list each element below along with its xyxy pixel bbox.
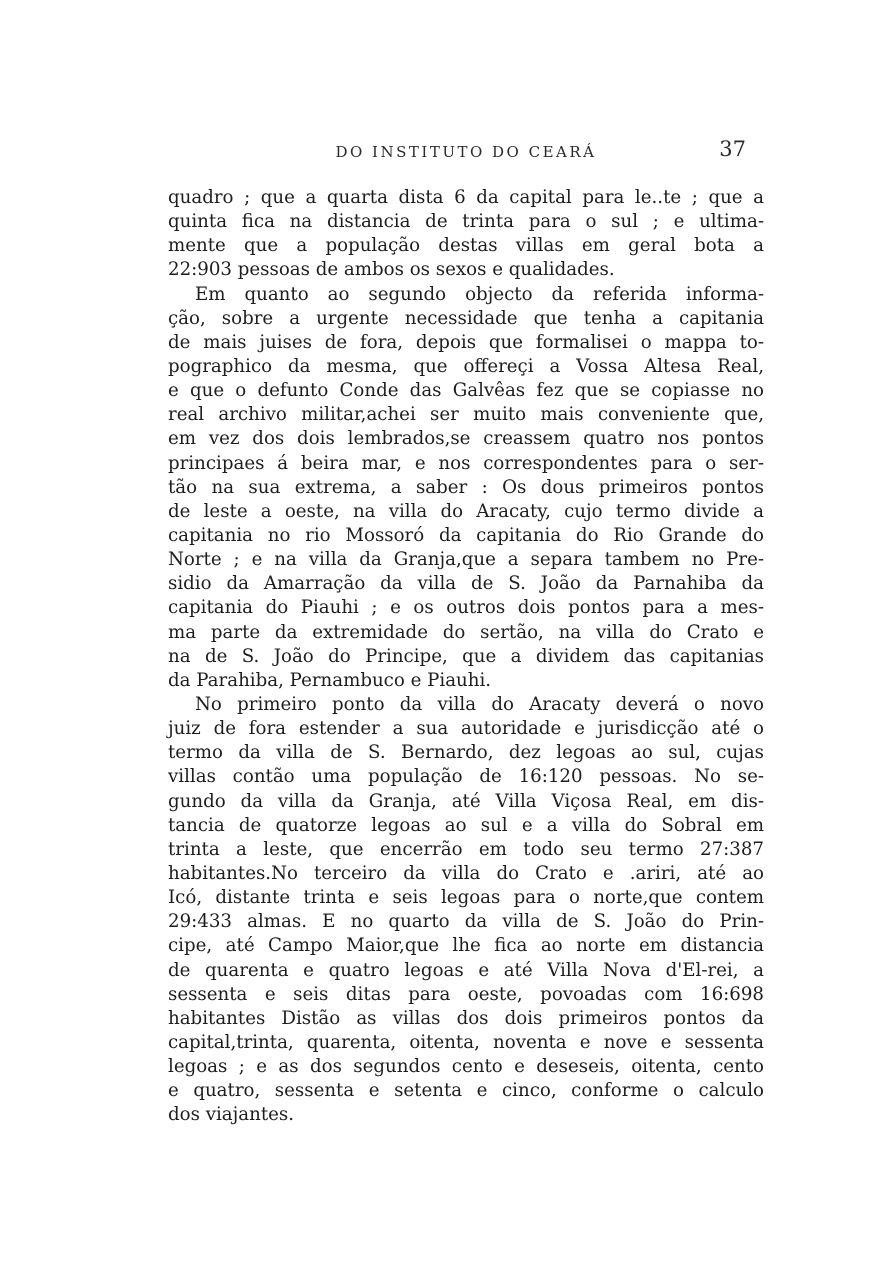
running-title: DO INSTITUTO DO CEARÁ [335, 143, 597, 161]
text-line: gundo da villa da Granja, até Villa Viçosa Real, em dis- [168, 790, 764, 812]
text-line: No primeiro ponto da villa do Aracaty deverá o novo [195, 693, 764, 715]
text-line: legoas ; e as dos segundos cento e deseseis, oitenta, cento [168, 1056, 764, 1078]
text-line: quadro ; que a quarta dista 6 da capital para le..te ; que a [168, 187, 764, 208]
text-line: juiz de fora estender a sua autoridade e jurisdicção até o [168, 718, 764, 740]
text-line: tancia de quatorze legoas ao sul e a villa do Sobral em [168, 814, 764, 836]
text-line: de quarenta e quatro legoas e até Villa Nova d'El-rei, a [168, 959, 764, 981]
text-line: capitania do Piauhi ; e os outros dois pontos para a mes- [168, 597, 764, 619]
page-number: 37 [719, 137, 746, 161]
text-line: de leste a oeste, na villa do Aracaty, cujo termo divide a [168, 500, 764, 522]
text-line: tão na sua extrema, a saber : Os dous primeiros pontos [168, 476, 764, 498]
text-line: em vez dos dois lembrados,se creassem quatro nos pontos [168, 428, 764, 450]
text-line: cipe, até Campo Maior,que lhe fica ao norte em distancia [168, 935, 764, 957]
body-text [168, 186, 764, 1127]
text-line: na de S. João do Principe, que a dividem das capitanias [168, 645, 764, 667]
text-line: e quatro, sessenta e setenta e cinco, conforme o calculo [168, 1080, 764, 1102]
text-line: termo da villa de S. Bernardo, dez legoas ao sul, cujas [168, 742, 764, 764]
text-line: Em quanto ao segundo objecto da referida informa- [195, 283, 764, 305]
text-line: quinta fica na distancia de trinta para o sul ; e ultima- [168, 211, 764, 233]
text-line: ma parte da extremidade do sertão, na villa do Crato e [168, 621, 764, 643]
text-line: ção, sobre a urgente necessidade que tenha a capitania [168, 307, 764, 329]
text-line: capitania no rio Mossoró da capitania do Rio Grande do [168, 524, 764, 546]
text-line: 22:903 pessoas de ambos os sexos e qualidades. [168, 259, 615, 281]
text-line: da Parahiba, Pernambuco e Piauhi. [168, 669, 492, 691]
text-line: sidio da Amarração da villa de S. João da Parnahiba da [168, 573, 764, 595]
text-line: real archivo militar,achei ser muito mais conveniente que, [168, 404, 764, 426]
text-line: habitantes.No terceiro da villa do Crato e .ariri, até ao [168, 862, 764, 884]
text-line: sessenta e seis ditas para oeste, povoadas com 16:698 [168, 983, 764, 1005]
text-line: mente que a população destas villas em geral bota a [168, 235, 764, 257]
text-line: 29:433 almas. E no quarto da villa de S. João do Prin- [168, 911, 764, 933]
text-line: Icó, distante trinta e seis legoas para o norte,que contem [168, 887, 764, 909]
text-line: e que o defunto Conde das Galvêas fez que se copiasse no [168, 380, 764, 402]
text-line: principaes á beira mar, e nos correspondentes para o ser- [168, 452, 764, 474]
text-line: pographico da mesma, que offereçi a Vossa Altesa Real, [168, 355, 764, 377]
running-head [168, 139, 764, 167]
text-line: capital,trinta, quarenta, oitenta, noventa e nove e sessenta [168, 1031, 764, 1053]
text-line: dos viajantes. [168, 1104, 295, 1126]
text-line: trinta a leste, que encerrão em todo seu termo 27:387 [168, 838, 764, 860]
text-line: de mais juises de fora, depois que formalisei o mappa to- [168, 331, 764, 353]
text-line: villas contão uma população de 16:120 pessoas. No se- [168, 766, 764, 788]
text-line: habitantes Distão as villas dos dois primeiros pontos da [168, 1007, 764, 1029]
text-line: Norte ; e na villa da Granja,que a separa tambem no Pre- [168, 549, 764, 571]
